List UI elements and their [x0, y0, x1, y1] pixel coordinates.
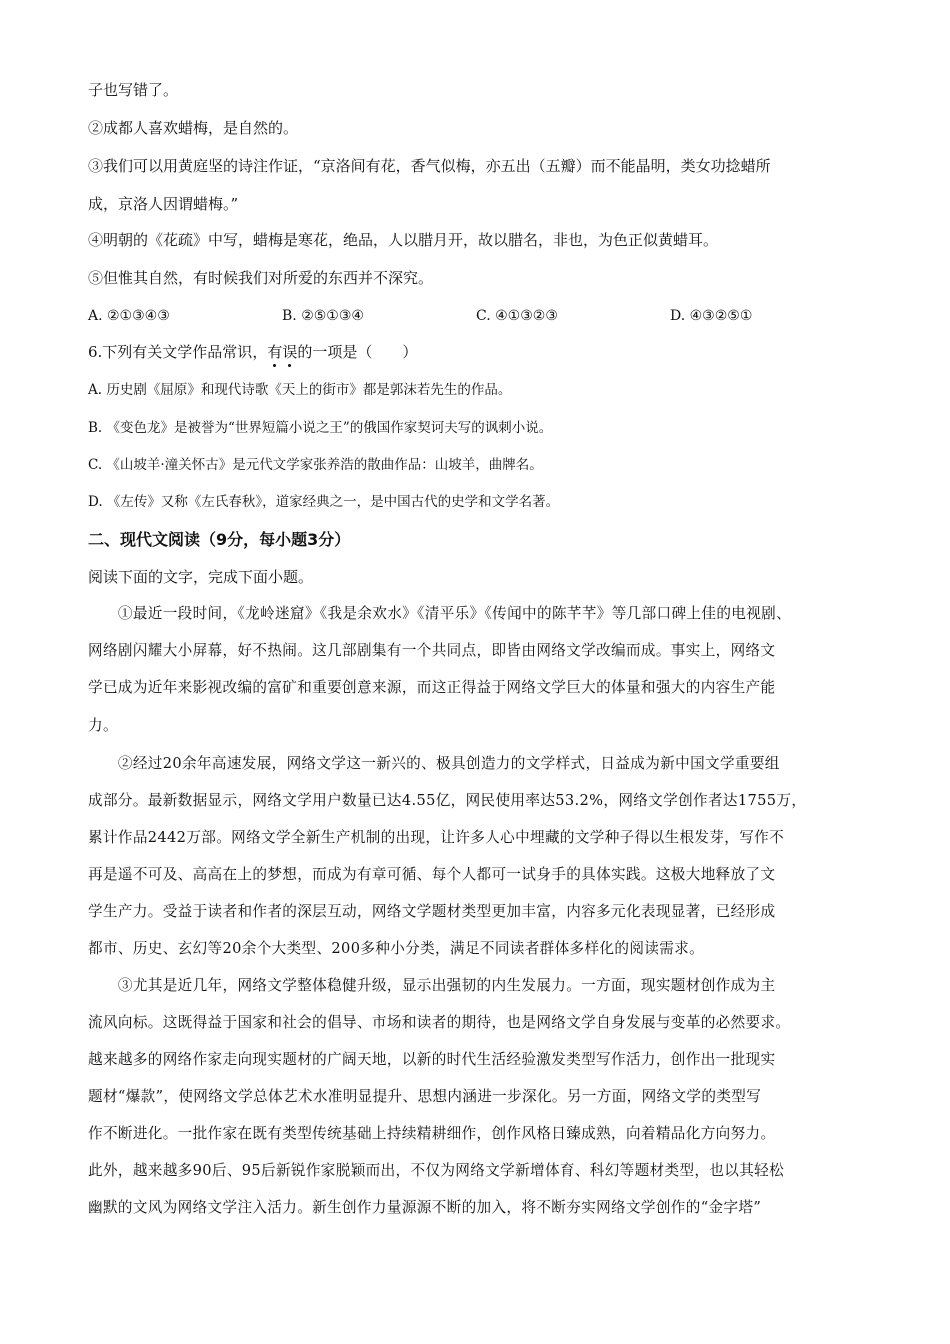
q5-sentence-3b: 成，京洛人因谓蜡梅。”	[88, 195, 239, 213]
passage-line: 学生产力。受益于读者和作者的深层互动，网络文学题材类型更加丰富，内容多元化表现显著，已经形成	[88, 903, 776, 920]
q6-option-c[interactable]: C. 《山坡羊·潼关怀古》是元代文学家张养浩的散曲作品：山坡羊，曲牌名。	[88, 457, 543, 473]
passage-line: 成部分。最新数据显示，网络文学用户数量已达4.55亿，网民使用率达53.2%，网络文学创作者达1755万，	[88, 792, 807, 809]
q6-stem	[88, 342, 417, 362]
q5-sentence-2: ②成都人喜欢蜡梅，是自然的。	[88, 119, 299, 137]
passage-line: 作不断进化。一批作家在既有类型传统基础上持续精耕细作，创作风格日臻成熟，向着精品化方向努力。	[88, 1125, 776, 1142]
q5-sentence-4: ④明朝的《花疏》中写，蜡梅是寒花，绝品，人以腊月开，故以腊名，非也，为色正似黄蜡耳。	[88, 231, 719, 249]
q6-stem-suffix: 的一项是（ ）	[297, 343, 418, 361]
passage-line: 累计作品2442万部。网络文学全新生产机制的出现，让许多人心中埋藏的文学种子得以生根发芽，写作不	[88, 829, 785, 846]
section-title: 二、现代文阅读（9分，每小题3分）	[88, 530, 351, 549]
passage-line: 学已成为近年来影视改编的富矿和重要创意来源，而这正得益于网络文学巨大的体量和强大的内容生产能	[88, 679, 776, 696]
q5-option-d[interactable]: D. ④③②⑤①	[670, 308, 753, 324]
q6-stem-emphasis-2: 误	[282, 343, 298, 361]
q6-option-b[interactable]: B. 《变色龙》是被誉为“世界短篇小说之王”的俄国作家契诃夫写的讽刺小说。	[88, 420, 553, 436]
passage-line: 题材“爆款”，使网络文学总体艺术水准明显提升、思想内涵进一步深化。另一方面，网络文学的类型写	[88, 1088, 762, 1105]
q5-sentence-3a: ③我们可以用黄庭坚的诗注作证，“京洛间有花，香气似梅，亦五出（五瓣）而不能晶明，类女功捻蜡所	[88, 157, 771, 175]
passage-line: 此外，越来越多90后、95后新锐作家脱颖而出，不仅为网络文学新增体育、科幻等题材类型，也以其轻松	[88, 1162, 785, 1179]
q5-option-a[interactable]: A. ②①③④③	[88, 308, 170, 324]
passage-line: ①最近一段时间，《龙岭迷窟》《我是余欢水》《清平乐》《传闻中的陈芊芊》等几部口碑上佳的电视剧、	[88, 605, 792, 622]
q6-option-d[interactable]: D. 《左传》又称《左氏春秋》，道家经典之一，是中国古代的史学和文学名著。	[88, 494, 560, 510]
passage-line: 力。	[88, 717, 118, 734]
q6-option-a[interactable]: A. 历史剧《屈原》和现代诗歌《天上的街市》都是郭沫若先生的作品。	[88, 382, 512, 398]
passage-line: 再是遥不可及、高高在上的梦想，而成为有章可循、每个人都可一试身手的具体实践。这极大地释放了文	[88, 866, 776, 883]
q5-text-line: 子也写错了。	[88, 81, 179, 99]
q5-option-c[interactable]: C. ④①③②③	[476, 308, 558, 324]
section-instruction: 阅读下面的文字，完成下面小题。	[88, 568, 314, 586]
passage-line: 幽默的文风为网络文学注入活力。新生创作力量源源不断的加入，将不断夯实网络文学创作的“金字塔”	[88, 1199, 762, 1216]
q5-option-b[interactable]: B. ②⑤①③④	[282, 308, 364, 324]
q6-stem-prefix: 6.下列有关文学作品常识，	[88, 343, 268, 361]
passage-line: 越来越多的网络作家走向现实题材的广阔天地，以新的时代生活经验激发类型写作活力，创作出一批现实	[88, 1051, 776, 1068]
q6-stem-emphasis-1: 有	[267, 343, 283, 361]
passage-line: ③尤其是近几年，网络文学整体稳健升级，显示出强韧的内生发展力。一方面，现实题材创作成为主	[88, 977, 776, 994]
passage-line: 流风向标。这既得益于国家和社会的倡导、市场和读者的期待，也是网络文学自身发展与变革的必然要求。	[88, 1014, 791, 1031]
passage-line: 都市、历史、玄幻等20余个大类型、200多种小分类，满足不同读者群体多样化的阅读需求。	[88, 940, 705, 957]
q5-sentence-5: ⑤但惟其自然，有时候我们对所爱的东西并不深究。	[88, 269, 434, 287]
passage-line: ②经过20余年高速发展，网络文学这一新兴的、极具创造力的文学样式，日益成为新中国文学重要组	[88, 755, 780, 772]
passage-line: 网络剧闪耀大小屏幕，好不热闹。这几部剧集有一个共同点，即皆由网络文学改编而成。事实上，网络文	[88, 642, 776, 659]
